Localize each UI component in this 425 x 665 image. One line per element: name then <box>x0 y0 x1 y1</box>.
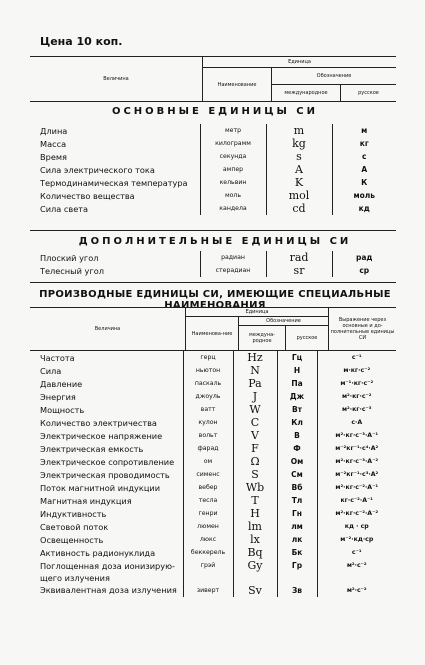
rus-symbol-cell: кг <box>359 139 369 148</box>
table-row <box>30 403 396 416</box>
table-row <box>30 546 396 559</box>
rus-symbol-cell: А <box>361 165 368 174</box>
intl-symbol-cell: N <box>233 364 277 377</box>
quantity-cell: Поток магнитной индукции <box>40 482 161 493</box>
table-row <box>30 416 396 429</box>
rus-symbol-cell: Ом <box>290 457 304 466</box>
rus-symbol-cell: м <box>361 126 368 135</box>
expression-cell: м²·кг·с⁻³·А⁻² <box>317 455 396 468</box>
basic-units-header <box>30 56 396 102</box>
unit-name-cell: герц <box>183 351 233 364</box>
unit-name-cell: генри <box>183 507 233 520</box>
intl-symbol-cell: Sv <box>233 584 277 597</box>
header2-designation: Обозначение <box>239 317 329 326</box>
table-row <box>30 364 396 377</box>
table-row <box>30 559 396 572</box>
quantity-cell: Активность радионуклида <box>40 547 156 558</box>
intl-symbol-cell: W <box>233 403 277 416</box>
quantity-cell: Энергия <box>40 391 76 402</box>
quantity-cell: Индуктивность <box>40 508 107 519</box>
intl-symbol-cell: sr <box>266 264 332 277</box>
section-basic-title: ОСНОВНЫЕ ЕДИНИЦЫ СИ <box>111 106 319 117</box>
rus-symbol-cell: Кл <box>291 418 303 427</box>
quantity-cell: Частота <box>40 352 75 363</box>
unit-name-cell: секунда <box>200 150 266 163</box>
expression-cell: с·А <box>317 416 396 429</box>
extra-units-table <box>30 251 396 277</box>
quantity-cell: Электрическая емкость <box>40 443 144 454</box>
quantity-cell: Электрическая проводимость <box>40 469 170 480</box>
quantity-cell: Количество вещества <box>40 190 135 201</box>
expression-cell: м⁻¹·кг·с⁻² <box>317 377 396 390</box>
expression-cell: м²·кг·с⁻² <box>317 390 396 403</box>
intl-symbol-cell: Bq <box>233 546 277 559</box>
unit-name-cell: кулон <box>183 416 233 429</box>
table-row <box>30 251 396 264</box>
rus-symbol-cell: Гн <box>292 509 302 518</box>
unit-name-cell: паскаль <box>183 377 233 390</box>
rus-symbol-cell: рад <box>356 253 373 262</box>
unit-name-cell: кельвин <box>200 176 266 189</box>
table-row <box>30 264 396 277</box>
quantity-cell: Электрическое сопротивление <box>40 456 175 467</box>
intl-symbol-cell: s <box>266 150 332 163</box>
table-row <box>30 455 396 468</box>
table-row <box>30 429 396 442</box>
divider <box>30 230 396 231</box>
unit-name-cell: вольт <box>183 429 233 442</box>
table-row <box>30 481 396 494</box>
quantity-cell: Сила <box>40 365 62 376</box>
unit-name-cell: кандела <box>200 202 266 215</box>
intl-symbol-cell: S <box>233 468 277 481</box>
rus-symbol-cell: В <box>294 431 300 440</box>
unit-name-cell: зиверт <box>183 584 233 597</box>
expression-cell: м⁻²кг⁻¹·с³·А² <box>317 468 396 481</box>
intl-symbol-cell: Hz <box>233 351 277 364</box>
expression-cell: м²·кг·с⁻²·А⁻¹ <box>317 481 396 494</box>
expression-cell: м²·с⁻² <box>317 559 396 572</box>
unit-name-cell: моль <box>200 189 266 202</box>
header2-rus: русское <box>286 326 329 351</box>
rus-symbol-cell: Н <box>293 366 301 375</box>
expression-cell: м⁻²кг⁻¹·с⁴·А² <box>317 442 396 455</box>
quantity-cell: Мощность <box>40 404 85 415</box>
unit-name-cell <box>183 572 233 584</box>
intl-symbol-cell: V <box>233 429 277 442</box>
section-extra-title: ДОПОЛНИТЕЛЬНЫЕ ЕДИНИЦЫ СИ <box>78 236 352 247</box>
intl-symbol-cell: Pa <box>233 377 277 390</box>
table-row <box>30 507 396 520</box>
intl-symbol-cell: K <box>266 176 332 189</box>
header2-unit: Единица <box>186 308 329 317</box>
rus-symbol-cell: Па <box>291 379 303 388</box>
intl-symbol-cell: J <box>233 390 277 403</box>
rus-symbol-cell: Бк <box>291 548 303 557</box>
intl-symbol-cell: A <box>266 163 332 176</box>
header2-expr: Выражение через основные и до-полнительные единицы СИ <box>329 308 397 351</box>
rus-symbol-cell: Дж <box>289 392 305 401</box>
intl-symbol-cell: H <box>233 507 277 520</box>
intl-symbol-cell: cd <box>266 202 332 215</box>
table-row <box>30 150 396 163</box>
quantity-cell: щего излучения <box>40 572 110 583</box>
quantity-cell: Световой поток <box>40 521 109 532</box>
intl-symbol-cell <box>233 572 277 584</box>
table-row <box>30 351 396 364</box>
unit-name-cell: джоуль <box>183 390 233 403</box>
unit-name-cell: вебер <box>183 481 233 494</box>
rus-symbol-cell: лк <box>291 535 303 544</box>
table-row <box>30 494 396 507</box>
intl-symbol-cell: Wb <box>233 481 277 494</box>
intl-symbol-cell: Gy <box>233 559 277 572</box>
rus-symbol-cell: К <box>361 178 368 187</box>
table-row <box>30 176 396 189</box>
unit-name-cell: тесла <box>183 494 233 507</box>
rus-symbol-cell: Гр <box>291 561 303 570</box>
intl-symbol-cell: kg <box>266 137 332 150</box>
quantity-cell: Электрическое напряжение <box>40 430 163 441</box>
quantity-cell: Термодинамическая температура <box>40 177 188 188</box>
table-row <box>30 572 396 584</box>
quantity-cell: Сила электрического тока <box>40 164 155 175</box>
header2-intl: междуна-родное <box>239 326 286 351</box>
unit-name-cell: радиан <box>200 251 266 264</box>
header-name: Наименование <box>203 68 272 102</box>
quantity-cell: Давление <box>40 378 83 389</box>
header-unit: Единица <box>203 57 397 68</box>
rus-symbol-cell: Зв <box>291 585 303 595</box>
unit-name-cell: беккерель <box>183 546 233 559</box>
table-row <box>30 520 396 533</box>
derived-units-table <box>30 351 396 597</box>
quantity-cell: Магнитная индукция <box>40 495 132 506</box>
expression-cell: с⁻¹ <box>317 351 396 364</box>
intl-symbol-cell: mol <box>266 189 332 202</box>
intl-symbol-cell: T <box>233 494 277 507</box>
table-row <box>30 137 396 150</box>
expression-cell: кд · ср <box>317 520 396 533</box>
quantity-cell: Время <box>40 151 67 162</box>
expression-cell: м⁻²·кд·ср <box>317 533 396 546</box>
table-row <box>30 533 396 546</box>
price-label: Цена 10 коп. <box>40 35 123 48</box>
table-row <box>30 163 396 176</box>
expression-cell: м²·с⁻² <box>317 584 396 597</box>
quantity-cell: Телесный угол <box>40 265 104 276</box>
table-row <box>30 390 396 403</box>
table-row <box>30 584 396 597</box>
table-row <box>30 442 396 455</box>
unit-name-cell: метр <box>200 124 266 137</box>
intl-symbol-cell: lm <box>233 520 277 533</box>
header2-name: Наименова-ние <box>186 317 239 351</box>
unit-name-cell: ампер <box>200 163 266 176</box>
rus-symbol-cell: кд <box>358 204 370 213</box>
intl-symbol-cell: C <box>233 416 277 429</box>
rus-symbol-cell: Ф <box>293 444 301 453</box>
unit-name-cell: люкс <box>183 533 233 546</box>
table-row <box>30 202 396 215</box>
unit-name-cell: стерадиан <box>200 264 266 277</box>
header-rus: русское <box>341 85 397 102</box>
quantity-cell: Масса <box>40 138 67 149</box>
divider <box>30 282 396 283</box>
table-row <box>30 377 396 390</box>
unit-name-cell: ом <box>183 455 233 468</box>
unit-name-cell: ватт <box>183 403 233 416</box>
unit-name-cell: килограмм <box>200 137 266 150</box>
expression-cell: м²·кг·с⁻³ <box>317 403 396 416</box>
expression-cell <box>317 572 396 584</box>
header2-quantity: Величина <box>30 308 186 351</box>
header-designation: Обозначение <box>272 68 397 85</box>
table-row <box>30 468 396 481</box>
rus-symbol-cell: Вб <box>291 483 303 492</box>
quantity-cell: Эквивалентная доза излучения <box>40 585 177 596</box>
expression-cell: м·кг·с⁻² <box>317 364 396 377</box>
quantity-cell: Количество электричества <box>40 417 157 428</box>
unit-name-cell: люмен <box>183 520 233 533</box>
intl-symbol-cell: lx <box>233 533 277 546</box>
quantity-cell: Освещенность <box>40 534 104 545</box>
expression-cell: кг·с⁻²·А⁻¹ <box>317 494 396 507</box>
rus-symbol-cell: Тл <box>291 496 303 505</box>
intl-symbol-cell: Ω <box>233 455 277 468</box>
rus-symbol-cell: Вт <box>291 405 303 414</box>
header-quantity: Величина <box>30 57 203 102</box>
intl-symbol-cell: F <box>233 442 277 455</box>
intl-symbol-cell: m <box>266 124 332 137</box>
unit-name-cell: сименс <box>183 468 233 481</box>
expression-cell: с⁻¹ <box>317 546 396 559</box>
quantity-cell: Плоский угол <box>40 252 99 263</box>
rus-symbol-cell: моль <box>353 191 376 200</box>
rus-symbol-cell <box>277 572 317 584</box>
quantity-cell: Сила света <box>40 203 89 214</box>
unit-name-cell: фарад <box>183 442 233 455</box>
basic-units-table <box>30 124 396 215</box>
quantity-cell: Длина <box>40 125 68 136</box>
rus-symbol-cell: Гц <box>291 353 303 362</box>
expression-cell: м²·кг·с⁻²·А⁻² <box>317 507 396 520</box>
rus-symbol-cell: ср <box>359 266 370 275</box>
derived-units-header <box>30 307 396 351</box>
header-intl: международное <box>272 85 341 102</box>
unit-name-cell: ньютон <box>183 364 233 377</box>
unit-name-cell: грэй <box>183 559 233 572</box>
section-derived-title: ПРОИЗВОДНЫЕ ЕДИНИЦЫ СИ, ИМЕЮЩИЕ СПЕЦИАЛЬНЫЕ НАИМЕНОВАНИЯ <box>39 289 391 311</box>
rus-symbol-cell: с <box>362 152 367 161</box>
intl-symbol-cell: rad <box>266 251 332 264</box>
expression-cell: м²·кг·с⁻³·А⁻¹ <box>317 429 396 442</box>
table-row <box>30 189 396 202</box>
rus-symbol-cell: лм <box>291 522 303 531</box>
table-row <box>30 124 396 137</box>
rus-symbol-cell: См <box>291 470 303 479</box>
quantity-cell: Поглощенная доза ионизирую- <box>40 560 175 571</box>
